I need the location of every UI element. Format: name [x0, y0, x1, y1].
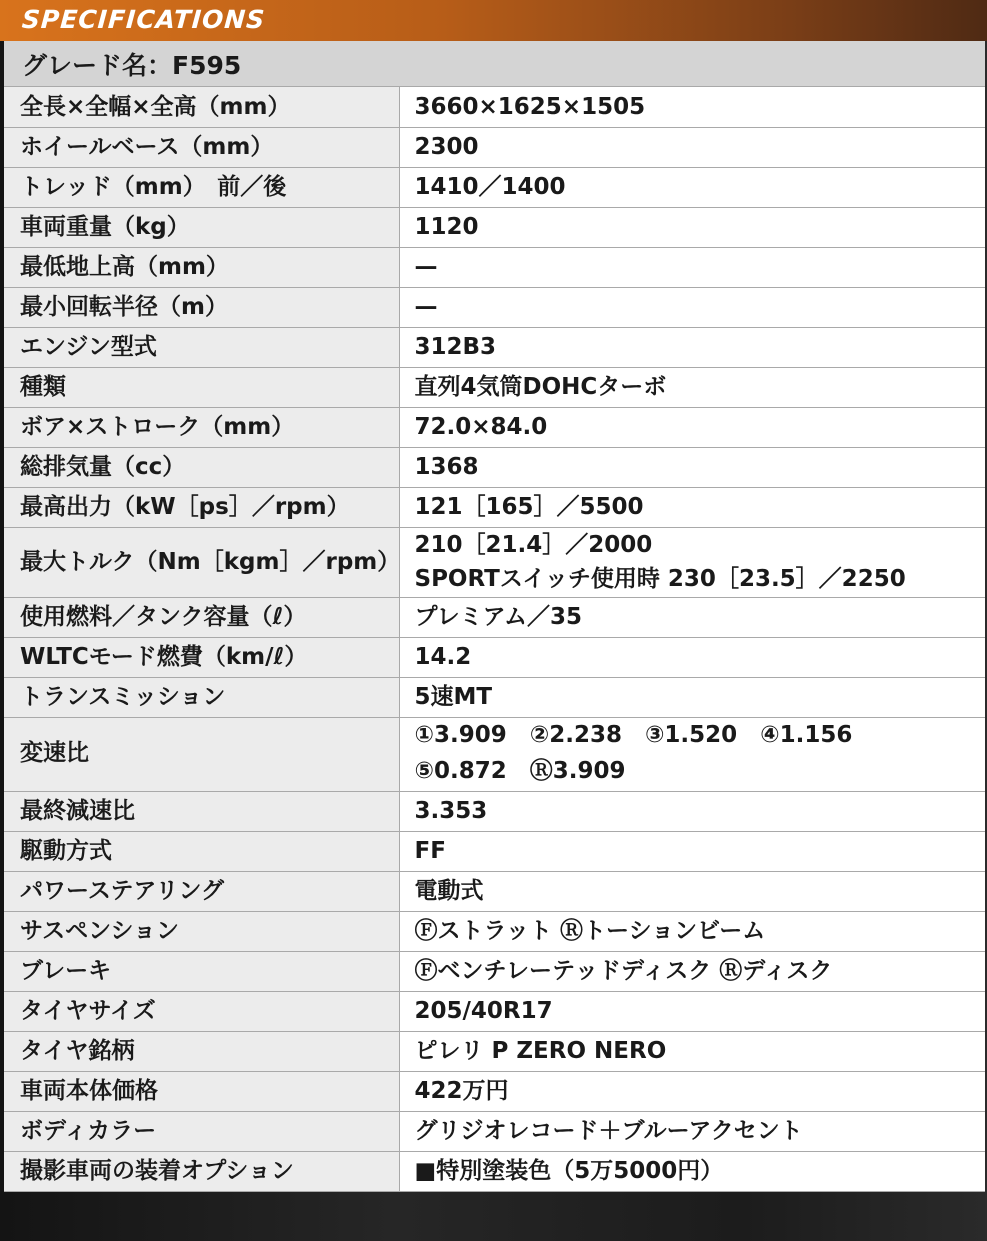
- spec-row: [4, 127, 985, 167]
- spec-value: —: [399, 247, 985, 287]
- spec-row: [4, 1111, 985, 1151]
- spec-row: [4, 831, 985, 871]
- spec-row: [4, 911, 985, 951]
- spec-label: 駆動方式: [4, 831, 399, 871]
- spec-value: プレミアム／35: [399, 597, 985, 637]
- spec-value: 3.353: [399, 791, 985, 831]
- spec-row: [4, 287, 985, 327]
- spec-label: 撮影車両の装着オプション: [4, 1151, 399, 1191]
- banner-title: SPECIFICATIONS: [20, 5, 267, 34]
- spec-label: 車両重量（kg）: [4, 207, 399, 247]
- spec-value: FF: [399, 831, 985, 871]
- spec-label: エンジン型式: [4, 327, 399, 367]
- spec-value: 1368: [399, 447, 985, 487]
- spec-row: [4, 207, 985, 247]
- spec-value-line: ①3.909 ②2.238 ③1.520 ④1.156: [414, 722, 853, 749]
- spec-value: グリジオレコード＋ブルーアクセント: [399, 1111, 985, 1151]
- spec-row: [4, 1071, 985, 1111]
- spec-row: [4, 367, 985, 407]
- spec-label: 最高出力（kW［ps］／rpm）: [4, 487, 399, 527]
- spec-row: [4, 677, 985, 717]
- spec-value: 1120: [399, 207, 985, 247]
- spec-value-line: 210［21.4］／2000: [414, 531, 653, 558]
- spec-label: トレッド（mm） 前／後: [4, 167, 399, 207]
- spec-label: パワーステアリング: [4, 871, 399, 911]
- spec-label: 総排気量（cc）: [4, 447, 399, 487]
- spec-row: [4, 447, 985, 487]
- spec-value: 121［165］／5500: [399, 487, 985, 527]
- spec-label: 種類: [4, 367, 399, 407]
- spec-label: 最大トルク（Nm［kgm］／rpm）: [4, 527, 399, 597]
- spec-row: [4, 871, 985, 911]
- spec-sheet: [4, 41, 985, 1192]
- spec-row: [4, 407, 985, 447]
- spec-value: 直列4気筒DOHCターボ: [399, 367, 985, 407]
- spec-row: [4, 791, 985, 831]
- spec-row: [4, 527, 985, 597]
- spec-row: [4, 247, 985, 287]
- specifications-banner: [0, 0, 987, 41]
- spec-value: 電動式: [399, 871, 985, 911]
- spec-table: [4, 87, 985, 1192]
- spec-row: [4, 991, 985, 1031]
- spec-label: ブレーキ: [4, 951, 399, 991]
- spec-row: [4, 597, 985, 637]
- spec-row: [4, 87, 985, 127]
- spec-value: 2300: [399, 127, 985, 167]
- spec-value-line: SPORTスイッチ使用時 230［23.5］／2250: [414, 566, 906, 592]
- spec-value: ピレリ P ZERO NERO: [399, 1031, 985, 1071]
- spec-label: 最低地上高（mm）: [4, 247, 399, 287]
- spec-value: 312B3: [399, 327, 985, 367]
- spec-value: 205/40R17: [399, 991, 985, 1031]
- spec-value: [399, 717, 985, 791]
- spec-value: [399, 527, 985, 597]
- spec-value: 72.0×84.0: [399, 407, 985, 447]
- spec-row: [4, 487, 985, 527]
- spec-label: 変速比: [4, 717, 399, 791]
- spec-label: タイヤ銘柄: [4, 1031, 399, 1071]
- spec-value: Ⓕストラット Ⓡトーションビーム: [399, 911, 985, 951]
- spec-label: 車両本体価格: [4, 1071, 399, 1111]
- spec-row: [4, 167, 985, 207]
- spec-label: 最終減速比: [4, 791, 399, 831]
- spec-row: [4, 1031, 985, 1071]
- spec-value: 1410／1400: [399, 167, 985, 207]
- spec-value: —: [399, 287, 985, 327]
- spec-row: [4, 637, 985, 677]
- spec-label: ホイールベース（mm）: [4, 127, 399, 167]
- spec-value-line: ⑤0.872 Ⓡ3.909: [414, 758, 626, 784]
- spec-label: 全長×全幅×全高（mm）: [4, 87, 399, 127]
- spec-label: ボア×ストローク（mm）: [4, 407, 399, 447]
- spec-value: Ⓕベンチレーテッドディスク Ⓡディスク: [399, 951, 985, 991]
- spec-value: ■特別塗装色（5万5000円）: [399, 1151, 985, 1191]
- spec-value: 3660×1625×1505: [399, 87, 985, 127]
- spec-label: 使用燃料／タンク容量（ℓ）: [4, 597, 399, 637]
- spec-row: [4, 717, 985, 791]
- grade-name: グレード名：F595: [4, 41, 985, 87]
- spec-value: 5速MT: [399, 677, 985, 717]
- spec-label: サスペンション: [4, 911, 399, 951]
- spec-row: [4, 327, 985, 367]
- spec-value: 422万円: [399, 1071, 985, 1111]
- spec-label: トランスミッション: [4, 677, 399, 717]
- spec-value: 14.2: [399, 637, 985, 677]
- spec-row: [4, 951, 985, 991]
- spec-label: タイヤサイズ: [4, 991, 399, 1031]
- spec-label: ボディカラー: [4, 1111, 399, 1151]
- spec-row: [4, 1151, 985, 1191]
- spec-label: WLTCモード燃費（km/ℓ）: [4, 637, 399, 677]
- spec-label: 最小回転半径（m）: [4, 287, 399, 327]
